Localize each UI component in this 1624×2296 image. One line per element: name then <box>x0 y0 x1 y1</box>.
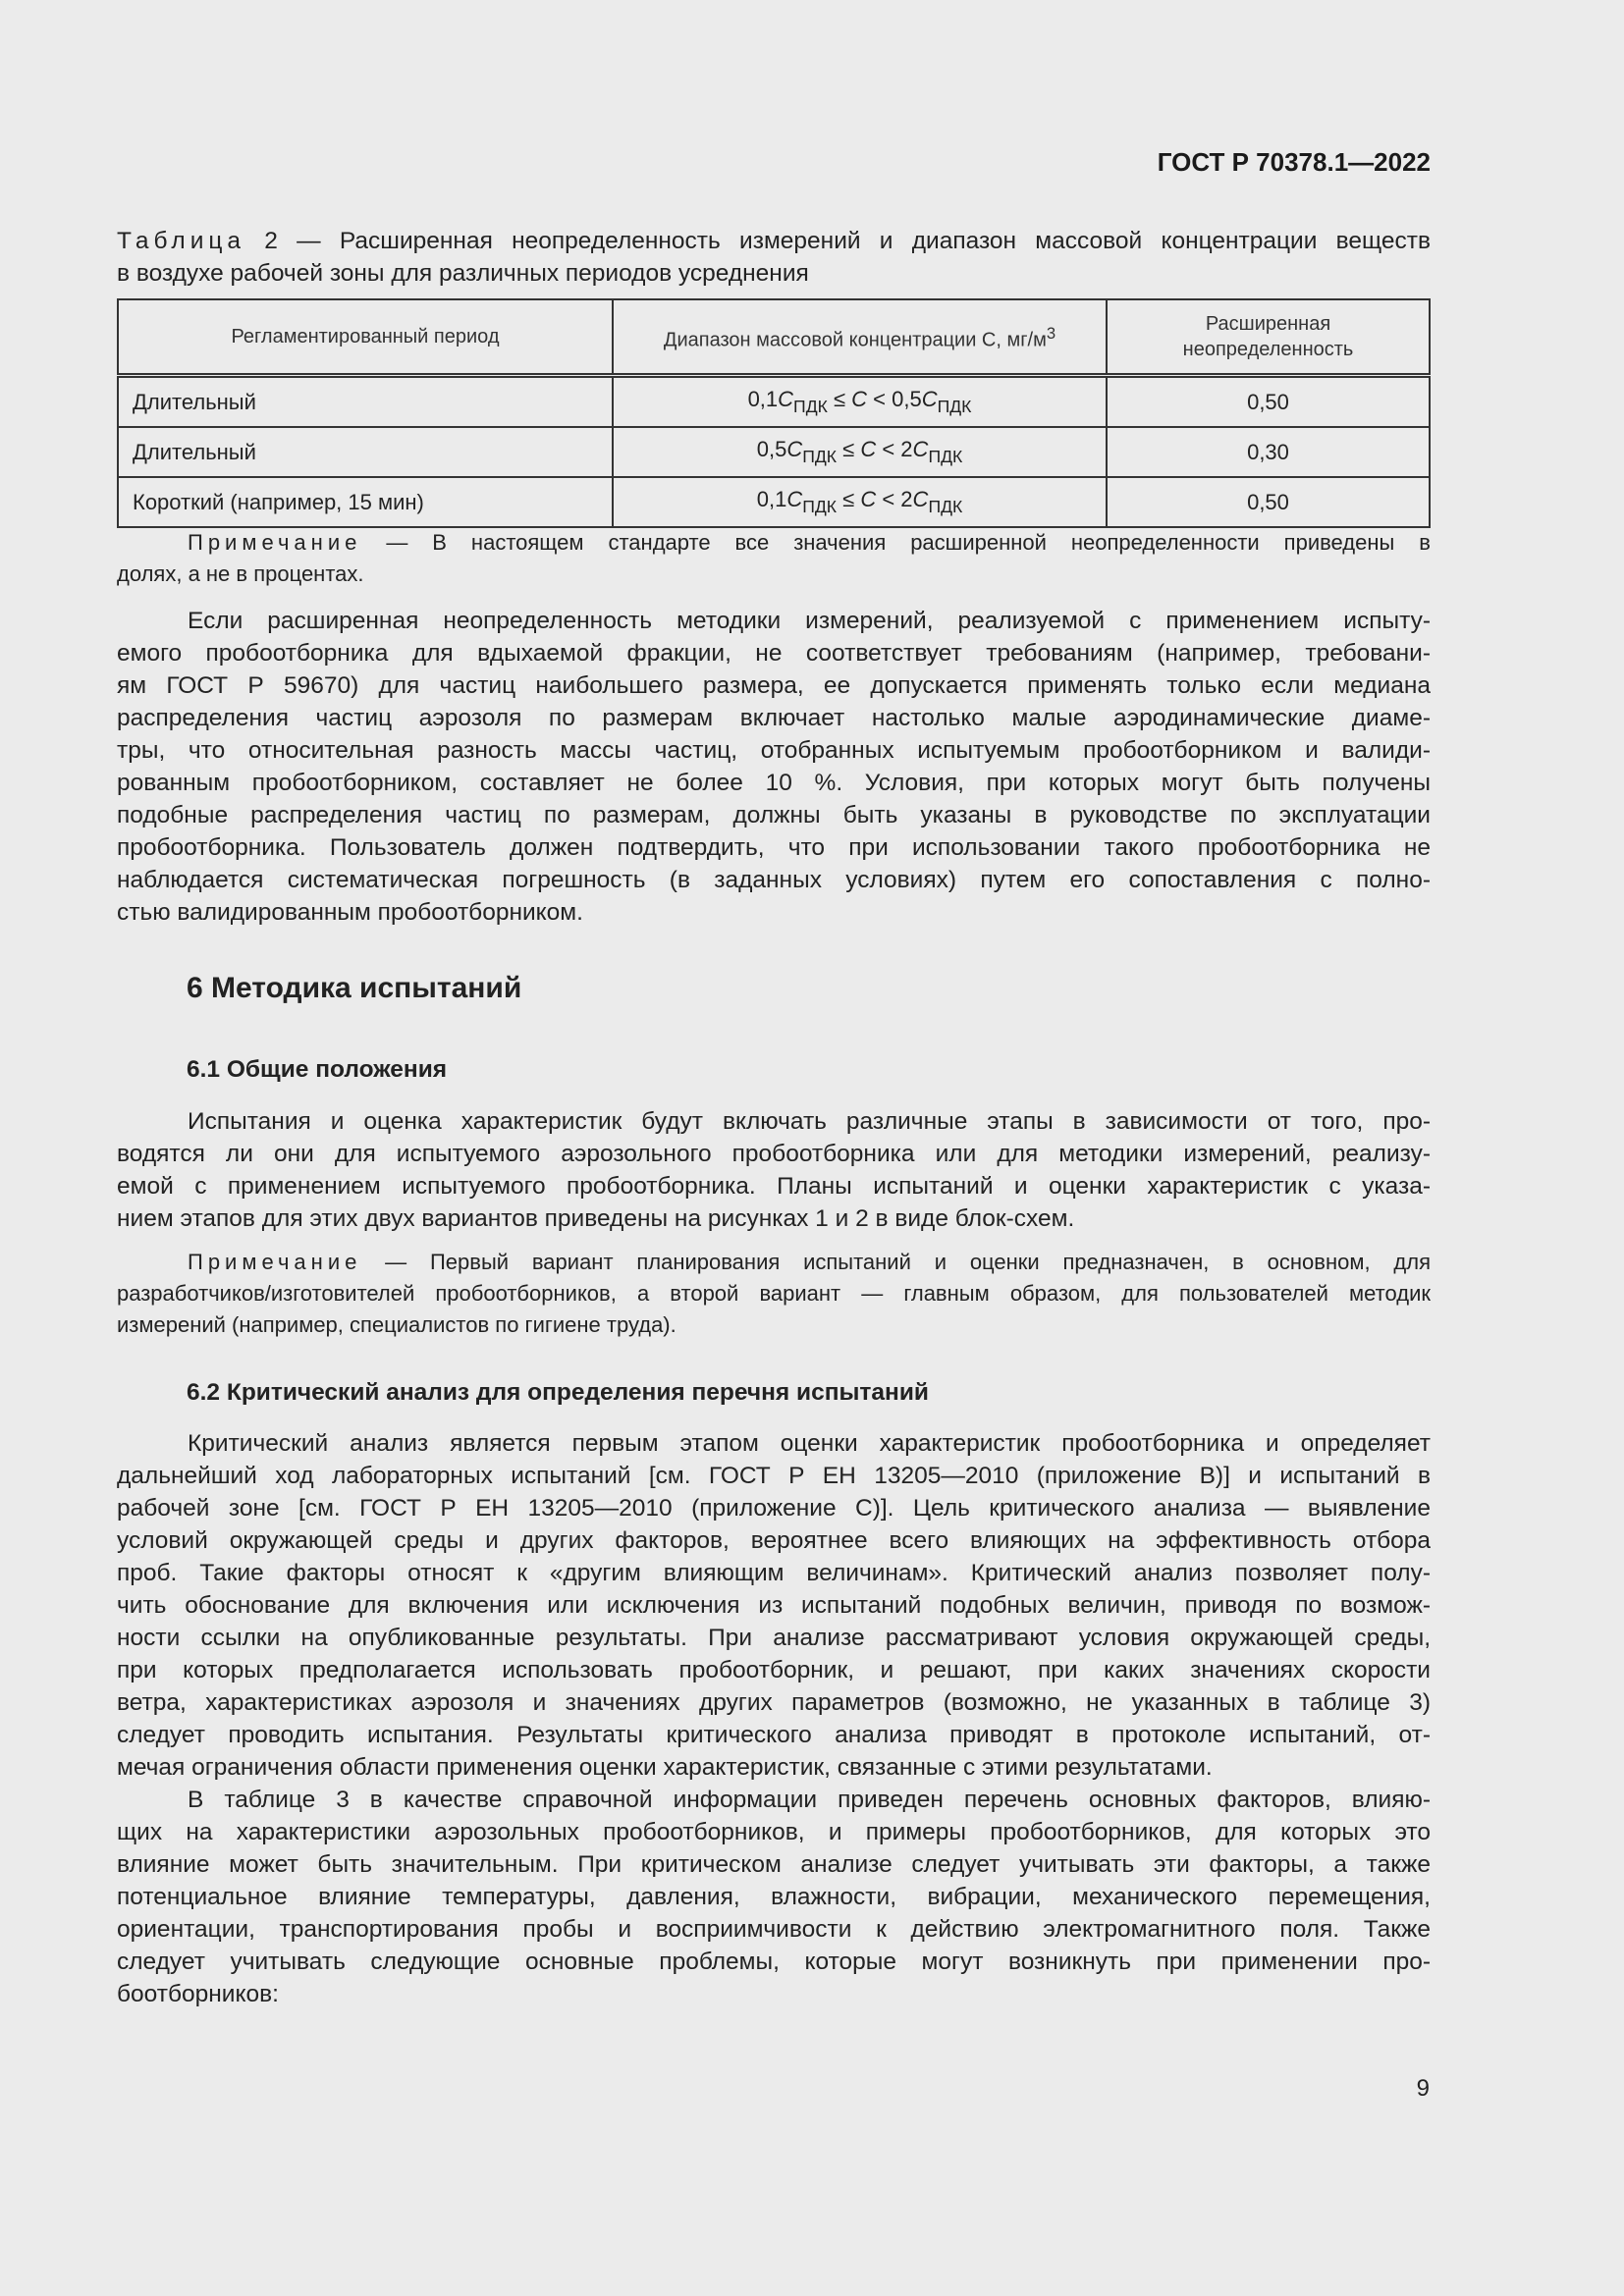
formula-part: < 2 <box>876 437 913 461</box>
cell-range <box>613 427 1107 477</box>
caption-label: Таблица <box>117 228 246 254</box>
text-line: рабочей зоне [см. ГОСТ Р ЕН 13205—2010 (приложение С)]. Цель критического анализа — выявление <box>117 1495 1431 1522</box>
note-label: Примечание <box>188 530 362 555</box>
formula-part: 0,1 <box>747 387 779 411</box>
formula-part: ПДК <box>928 447 963 466</box>
formula-part: < 2 <box>876 487 913 511</box>
table-caption <box>117 225 1431 290</box>
header-range <box>613 299 1107 376</box>
cell-uncertainty: 0,30 <box>1107 427 1430 477</box>
text-line: щих на характеристики аэрозольных пробоотборников, и примеры пробоотборников, для которых это <box>117 1819 1431 1845</box>
section-6-1-heading: 6.1 Общие положения <box>187 1056 448 1083</box>
text-line: рованным пробоотборником, составляет не более 10 %. Условия, при которых могут быть получены <box>117 770 1431 796</box>
text-line: боотборников: <box>117 1981 279 2007</box>
text-line: тры, что относительная разность массы частиц, отобранных испытуемым пробоотборником и валиди- <box>117 737 1431 764</box>
formula-part: C <box>912 437 929 461</box>
text-line: Испытания и оценка характеристик будут включать различные этапы в зависимости от того, про- <box>188 1108 1431 1135</box>
table-row <box>118 427 1430 477</box>
paragraph <box>117 605 1431 929</box>
section-6-heading: 6 Методика испытаний <box>187 972 522 1004</box>
text-line: пробоотборника. Пользователь должен подтвердить, что при использовании такого пробоотборника не <box>117 834 1431 861</box>
text-line: дальнейший ход лабораторных испытаний [см. ГОСТ Р ЕН 13205—2010 (приложение В)] и испытаний в <box>117 1463 1431 1489</box>
formula-part: ≤ <box>837 437 861 461</box>
note-line: — Первый вариант планирования испытаний и оценки предназначен, в основном, для <box>361 1250 1431 1274</box>
note-line: измерений (например, специалистов по гигиене труда). <box>117 1312 677 1337</box>
formula-part: 0,5 <box>756 437 787 461</box>
formula-part: ПДК <box>793 397 828 416</box>
cell-range <box>613 477 1107 527</box>
text-line: проб. Такие факторы относят к «другим влияющим величинам». Критический анализ позволяет полу- <box>117 1560 1431 1586</box>
note-line: разработчиков/изготовителей пробоотборников, а второй вариант — главным образом, для пользователей методик <box>117 1281 1431 1306</box>
formula-part: C <box>860 437 877 461</box>
text-line: при которых предполагается использовать пробоотборник, и решают, при каких значениях скорости <box>117 1657 1431 1683</box>
header-uncertainty-line: Расширенная <box>1205 313 1331 335</box>
cell-range <box>613 376 1107 428</box>
text-line: влияние может быть значительным. При критическом анализе следует учитывать эти факторы, а также <box>117 1851 1431 1878</box>
text-line: стью валидированным пробоотборником. <box>117 899 583 926</box>
header-range-text: Диапазон массовой концентрации C, мг/м <box>663 329 1047 351</box>
text-line: наблюдается систематическая погрешность (в заданных условиях) путем его сопоставления с полно- <box>117 867 1431 893</box>
formula-part: C <box>778 387 794 411</box>
text-line: нием этапов для этих двух вариантов приведены на рисунках 1 и 2 в виде блок-схем. <box>117 1205 1075 1232</box>
text-line: емой с применением испытуемого пробоотборника. Планы испытаний и оценки характеристик с указа- <box>117 1173 1431 1200</box>
table-note <box>117 527 1431 590</box>
formula-part: ≤ <box>837 487 861 511</box>
header-range-sup: 3 <box>1046 323 1056 343</box>
formula-part: ПДК <box>928 497 963 516</box>
text-line: ности ссылки на опубликованные результаты. При анализе рассматривают условия окружающей среды, <box>117 1625 1431 1651</box>
uncertainty-table <box>117 298 1431 528</box>
caption-line: в воздухе рабочей зоны для различных периодов усреднения <box>117 260 809 287</box>
formula-part: ПДК <box>802 497 838 516</box>
text-line: мечая ограничения области применения оценки характеристик, связанные с этими результатами. <box>117 1754 1213 1781</box>
cell-uncertainty: 0,50 <box>1107 376 1430 428</box>
formula-part: 0,1 <box>756 487 787 511</box>
text-line: чить обоснование для включения или исключения из испытаний подобных величин, приводя по возмож- <box>117 1592 1431 1619</box>
page-number: 9 <box>1416 2075 1430 2102</box>
text-line: подобные распределения частиц по размерам, должны быть указаны в руководстве по эксплуатации <box>117 802 1431 828</box>
text-line: В таблице 3 в качестве справочной информации приведен перечень основных факторов, влияю- <box>188 1787 1431 1813</box>
formula-part: C <box>851 387 868 411</box>
note-line: долях, а не в процентах. <box>117 561 364 586</box>
text-line: распределения частиц аэрозоля по размерам включает настолько малые аэродинамические диаме- <box>117 705 1431 731</box>
header-period: Регламентированный период <box>118 299 613 376</box>
table-header-row <box>118 299 1430 376</box>
formula-part: < 0,5 <box>867 387 922 411</box>
cell-uncertainty: 0,50 <box>1107 477 1430 527</box>
text-line: ветра, характеристиках аэрозоля и значениях других параметров (возможно, не указанных в таблице 3) <box>117 1689 1431 1716</box>
formula-part: C <box>912 487 929 511</box>
cell-period: Длительный <box>118 427 613 477</box>
section-note <box>117 1247 1431 1341</box>
text-line: Критический анализ является первым этапом оценки характеристик пробоотборника и определяет <box>188 1430 1431 1457</box>
table-row <box>118 376 1430 428</box>
header-uncertainty-line: неопределенность <box>1182 339 1354 360</box>
formula-part: C <box>921 387 938 411</box>
text-line: следует проводить испытания. Результаты критического анализа приводят в протоколе испытаний, от- <box>117 1722 1431 1748</box>
text-line: Если расширенная неопределенность методики измерений, реализуемой с применением испыту- <box>188 608 1431 634</box>
note-line: — В настоящем стандарте все значения расширенной неопределенности приведены в <box>361 530 1431 555</box>
caption-line: 2 — Расширенная неопределенность измерений и диапазон массовой концентрации веществ <box>245 228 1431 254</box>
paragraph <box>117 1105 1431 1235</box>
document-id: ГОСТ Р 70378.1—2022 <box>1157 147 1431 177</box>
section-6-2-heading: 6.2 Критический анализ для определения перечня испытаний <box>187 1379 929 1406</box>
formula-part: ≤ <box>827 387 852 411</box>
formula-part: C <box>860 487 877 511</box>
paragraph <box>117 1784 1431 2010</box>
formula-part: ПДК <box>937 397 972 416</box>
text-line: ориентации, транспортирования пробы и восприимчивости к действию электромагнитного поля. Также <box>117 1916 1431 1943</box>
text-line: емого пробоотборника для вдыхаемой фракции, не соответствует требованиям (например, требовани- <box>117 640 1431 667</box>
text-line: следует учитывать следующие основные проблемы, которые могут возникнуть при применении про- <box>117 1949 1431 1975</box>
formula-part: C <box>786 437 803 461</box>
formula-part: C <box>786 487 803 511</box>
header-uncertainty <box>1107 299 1430 376</box>
cell-period: Длительный <box>118 376 613 428</box>
note-label: Примечание <box>188 1250 362 1274</box>
paragraph <box>117 1427 1431 1784</box>
text-line: потенциальное влияние температуры, давления, влажности, вибрации, механического перемещения, <box>117 1884 1431 1910</box>
table-row <box>118 477 1430 527</box>
text-line: условий окружающей среды и других факторов, вероятнее всего влияющих на эффективность отбора <box>117 1527 1431 1554</box>
text-line: водятся ли они для испытуемого аэрозольного пробоотборника или для методики измерений, реализу- <box>117 1141 1431 1167</box>
formula-part: ПДК <box>802 447 838 466</box>
cell-period: Короткий (например, 15 мин) <box>118 477 613 527</box>
text-line: ям ГОСТ Р 59670) для частиц наибольшего размера, ее допускается применять только если медиана <box>117 672 1431 699</box>
